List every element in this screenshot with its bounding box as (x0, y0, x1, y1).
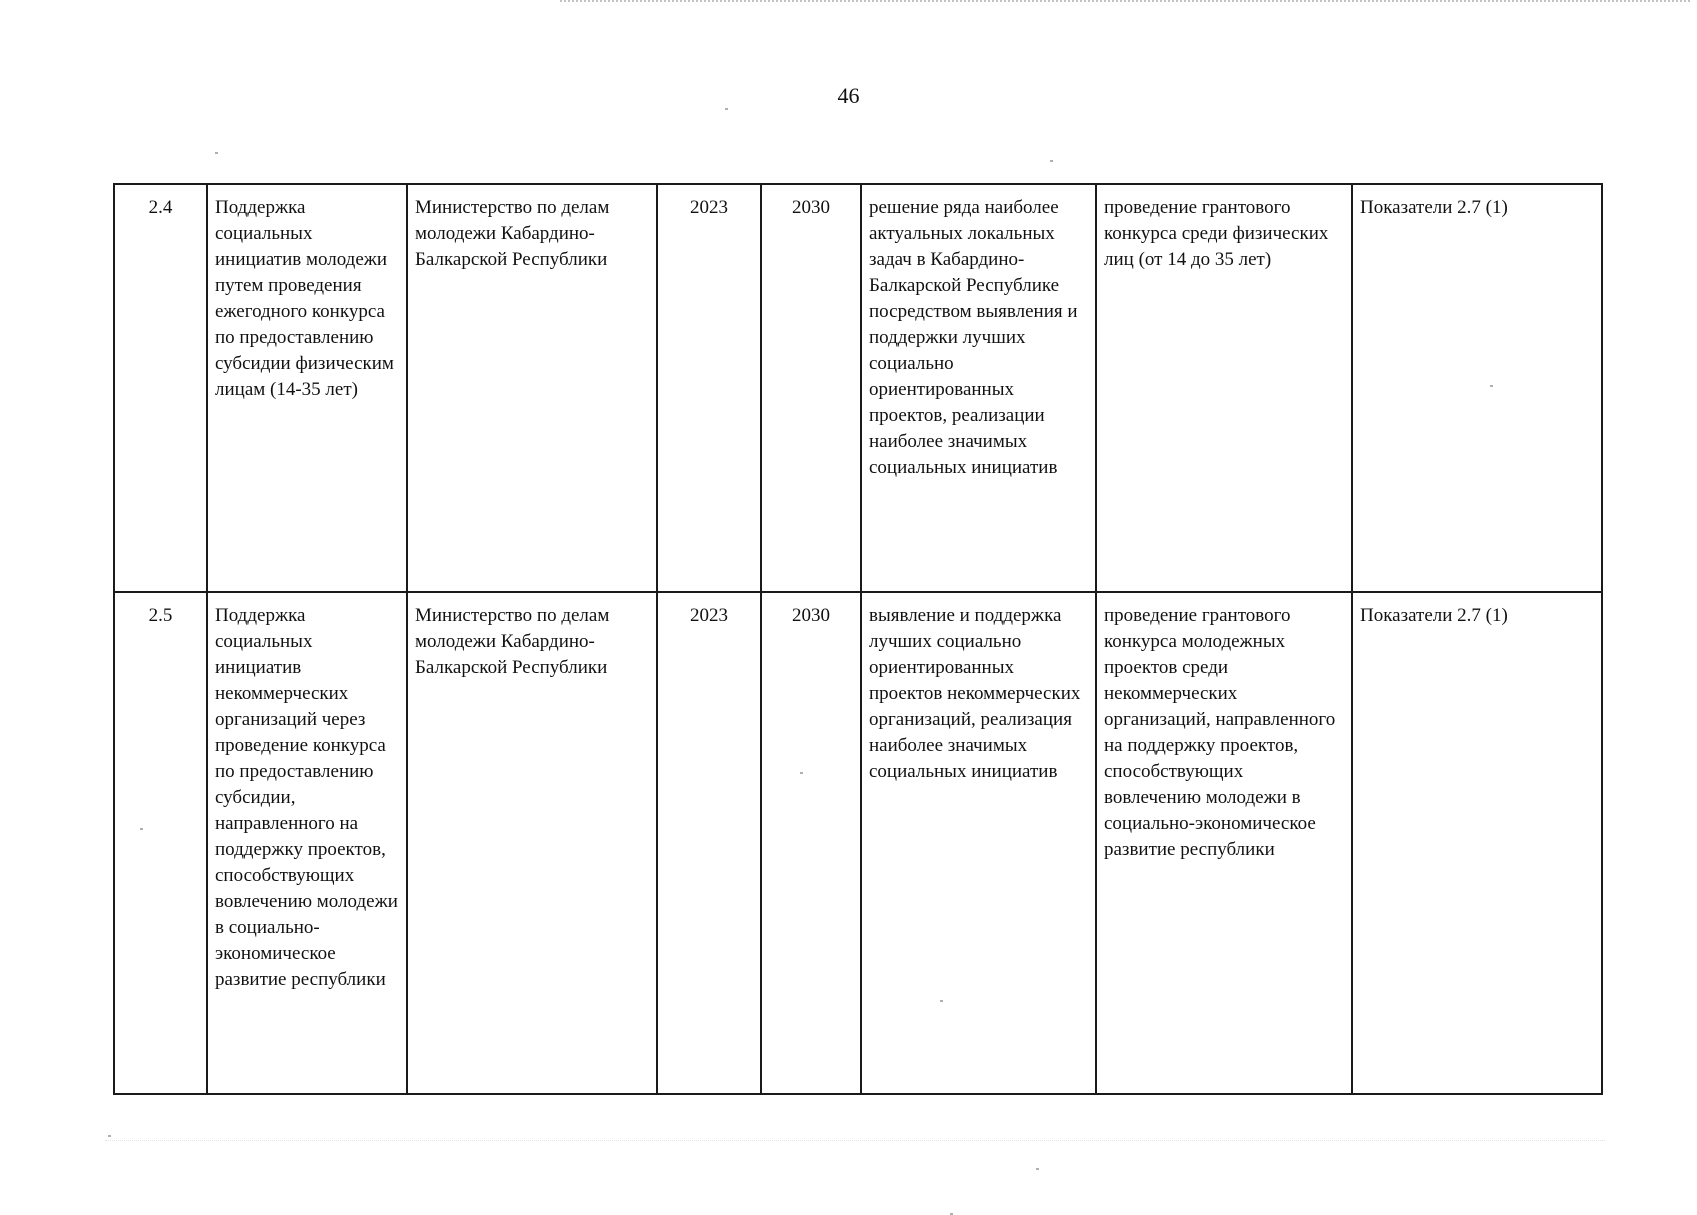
indicators-link: Показатели 2.7 (1) (1352, 592, 1602, 1094)
measure-number: 2.4 (114, 184, 207, 592)
end-year: 2030 (761, 592, 861, 1094)
scan-speck (1490, 385, 1493, 387)
scan-speck (725, 108, 728, 110)
scan-speck (215, 152, 218, 154)
scan-speck (140, 828, 143, 830)
measure-name: Поддержка социальных инициатив некоммерческих организаций через проведение конкурса по предоставлению субсидии, направленного на поддержку проектов, способствующих вовлечению молодежи в социально-экономическое развитие республики (207, 592, 407, 1094)
scan-speck (1050, 160, 1053, 162)
scan-speck (1036, 1168, 1039, 1170)
indicators-link: Показатели 2.7 (1) (1352, 184, 1602, 592)
scan-speck (108, 1135, 111, 1137)
start-year: 2023 (657, 184, 761, 592)
measure-number: 2.5 (114, 592, 207, 1094)
scan-edge-artifact (560, 0, 1690, 16)
scan-speck (940, 1000, 943, 1002)
expected-result: решение ряда наиболее актуальных локальных задач в Кабардино-Балкарской Республике посредством выявления и поддержки лучших социально ориентированных проектов, реализации наиболее значимых социальных инициатив (861, 184, 1096, 592)
measure-description: проведение грантового конкурса молодежных проектов среди некоммерческих организаций, направленного на поддержку проектов, способствующих вовлечению молодежи в социально-экономическое развитие республики (1096, 592, 1352, 1094)
scan-speck (800, 772, 803, 774)
end-year: 2030 (761, 184, 861, 592)
expected-result: выявление и поддержка лучших социально ориентированных проектов некоммерческих организаций, реализация наиболее значимых социальных инициатив (861, 592, 1096, 1094)
table-row (114, 184, 1602, 592)
responsible-executor: Министерство по делам молодежи Кабардино-Балкарской Республики (407, 184, 657, 592)
program-measures-table (113, 183, 1603, 1095)
start-year: 2023 (657, 592, 761, 1094)
measure-name: Поддержка социальных инициатив молодежи путем проведения ежегодного конкурса по предоставлению субсидии физическим лицам (14-35 лет) (207, 184, 407, 592)
scan-smudge (105, 1140, 1605, 1142)
responsible-executor: Министерство по делам молодежи Кабардино-Балкарской Республики (407, 592, 657, 1094)
page-number: 46 (837, 83, 860, 108)
measure-description: проведение грантового конкурса среди физических лиц (от 14 до 35 лет) (1096, 184, 1352, 592)
table-row (114, 592, 1602, 1094)
